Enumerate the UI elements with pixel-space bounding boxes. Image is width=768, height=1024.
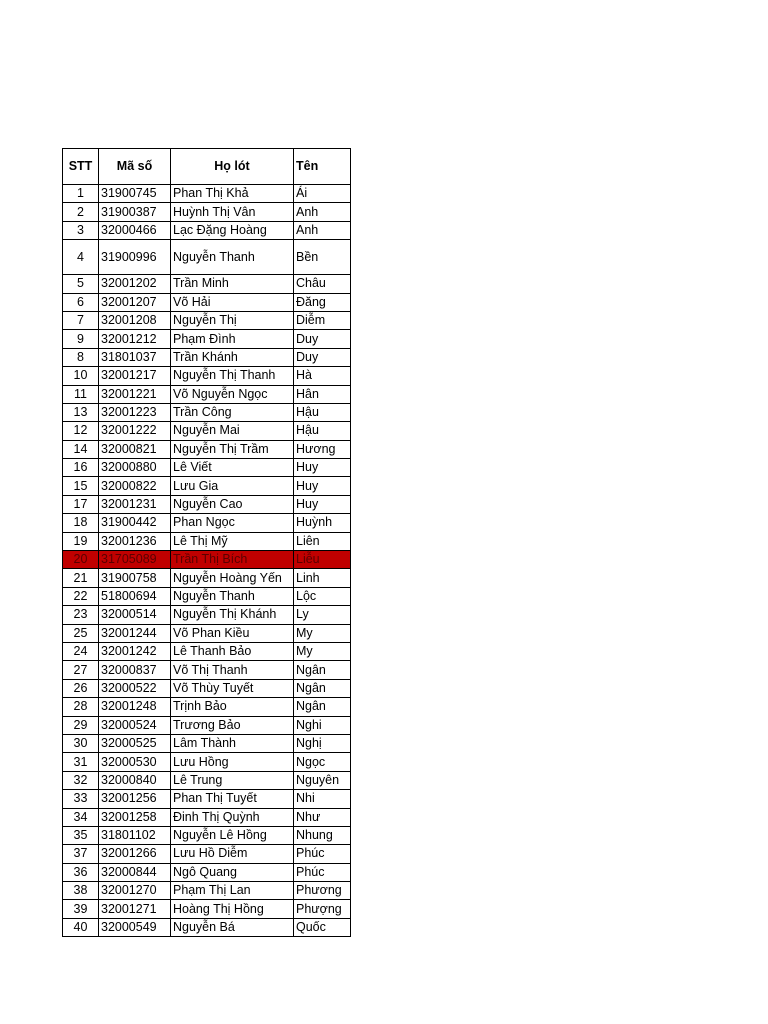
cell-stt: 17 bbox=[63, 495, 99, 513]
cell-ho-lot: Phạm Thị Lan bbox=[171, 882, 294, 900]
cell-ten: Nhi bbox=[294, 790, 351, 808]
cell-ten: Nguyên bbox=[294, 771, 351, 789]
cell-stt: 6 bbox=[63, 293, 99, 311]
cell-ho-lot: Lê Trung bbox=[171, 771, 294, 789]
cell-ho-lot: Lê Thanh Bảo bbox=[171, 642, 294, 660]
table-row bbox=[63, 845, 351, 863]
cell-stt: 25 bbox=[63, 624, 99, 642]
cell-ten: Diễm bbox=[294, 311, 351, 329]
table-row bbox=[63, 734, 351, 752]
cell-ten: Đăng bbox=[294, 293, 351, 311]
cell-stt: 7 bbox=[63, 311, 99, 329]
cell-ten: Phượng bbox=[294, 900, 351, 918]
table-row bbox=[63, 606, 351, 624]
table-row bbox=[63, 185, 351, 203]
cell-ma-so: 31801037 bbox=[99, 348, 171, 366]
cell-ten: Phúc bbox=[294, 863, 351, 881]
cell-ten: Lộc bbox=[294, 587, 351, 605]
cell-stt: 5 bbox=[63, 275, 99, 293]
table-row bbox=[63, 679, 351, 697]
cell-stt: 13 bbox=[63, 403, 99, 421]
cell-stt: 21 bbox=[63, 569, 99, 587]
cell-ma-so: 31900442 bbox=[99, 514, 171, 532]
table-row bbox=[63, 459, 351, 477]
table-row bbox=[63, 624, 351, 642]
cell-stt: 16 bbox=[63, 459, 99, 477]
cell-ma-so: 32000821 bbox=[99, 440, 171, 458]
table-row bbox=[63, 698, 351, 716]
cell-ten: Ngọc bbox=[294, 753, 351, 771]
cell-ten: Ái bbox=[294, 185, 351, 203]
cell-ten: Hậu bbox=[294, 422, 351, 440]
cell-ma-so: 32001223 bbox=[99, 403, 171, 421]
cell-stt: 39 bbox=[63, 900, 99, 918]
table-row bbox=[63, 551, 351, 569]
cell-ho-lot: Nguyễn Mai bbox=[171, 422, 294, 440]
table-row bbox=[63, 385, 351, 403]
cell-ho-lot: Trần Thị Bích bbox=[171, 551, 294, 569]
cell-stt: 24 bbox=[63, 642, 99, 660]
table-row bbox=[63, 440, 351, 458]
cell-ten: Anh bbox=[294, 203, 351, 221]
cell-ten: Bền bbox=[294, 240, 351, 275]
cell-stt: 8 bbox=[63, 348, 99, 366]
cell-stt: 40 bbox=[63, 918, 99, 936]
cell-stt: 34 bbox=[63, 808, 99, 826]
table-row bbox=[63, 587, 351, 605]
cell-ho-lot: Lê Viết bbox=[171, 459, 294, 477]
table-row bbox=[63, 367, 351, 385]
table-row bbox=[63, 808, 351, 826]
cell-ho-lot: Huỳnh Thị Vân bbox=[171, 203, 294, 221]
cell-ho-lot: Phan Thị Khả bbox=[171, 185, 294, 203]
cell-ma-so: 31801102 bbox=[99, 826, 171, 844]
cell-ho-lot: Nguyễn Thị bbox=[171, 311, 294, 329]
cell-ho-lot: Ngô Quang bbox=[171, 863, 294, 881]
cell-ho-lot: Trịnh Bảo bbox=[171, 698, 294, 716]
cell-stt: 27 bbox=[63, 661, 99, 679]
cell-ten: My bbox=[294, 642, 351, 660]
cell-ten: Anh bbox=[294, 221, 351, 239]
cell-ten: Huy bbox=[294, 459, 351, 477]
cell-ho-lot: Đinh Thị Quỳnh bbox=[171, 808, 294, 826]
cell-ma-so: 32000880 bbox=[99, 459, 171, 477]
cell-ma-so: 31900996 bbox=[99, 240, 171, 275]
cell-ho-lot: Hoàng Thị Hồng bbox=[171, 900, 294, 918]
cell-ho-lot: Nguyễn Thanh bbox=[171, 240, 294, 275]
cell-ma-so: 32001217 bbox=[99, 367, 171, 385]
cell-stt: 10 bbox=[63, 367, 99, 385]
cell-ten: Liễu bbox=[294, 551, 351, 569]
table-row bbox=[63, 642, 351, 660]
cell-ma-so: 32001248 bbox=[99, 698, 171, 716]
table-row bbox=[63, 790, 351, 808]
cell-ho-lot: Nguyễn Hoàng Yến bbox=[171, 569, 294, 587]
cell-ma-so: 31705089 bbox=[99, 551, 171, 569]
cell-stt: 14 bbox=[63, 440, 99, 458]
cell-ma-so: 31900745 bbox=[99, 185, 171, 203]
cell-ten: Huy bbox=[294, 477, 351, 495]
cell-ma-so: 32000837 bbox=[99, 661, 171, 679]
cell-stt: 37 bbox=[63, 845, 99, 863]
cell-ten: Nhung bbox=[294, 826, 351, 844]
cell-ma-so: 32000524 bbox=[99, 716, 171, 734]
cell-ten: Hậu bbox=[294, 403, 351, 421]
cell-ten: Quốc bbox=[294, 918, 351, 936]
cell-stt: 19 bbox=[63, 532, 99, 550]
cell-stt: 3 bbox=[63, 221, 99, 239]
cell-ma-so: 32000530 bbox=[99, 753, 171, 771]
cell-ho-lot: Võ Nguyễn Ngọc bbox=[171, 385, 294, 403]
cell-ten: Hân bbox=[294, 385, 351, 403]
cell-stt: 4 bbox=[63, 240, 99, 275]
cell-ho-lot: Nguyễn Thị Khánh bbox=[171, 606, 294, 624]
cell-ma-so: 32001256 bbox=[99, 790, 171, 808]
cell-ho-lot: Phan Ngọc bbox=[171, 514, 294, 532]
cell-ho-lot: Lưu Hồ Diễm bbox=[171, 845, 294, 863]
cell-ma-so: 32001258 bbox=[99, 808, 171, 826]
cell-ten: Linh bbox=[294, 569, 351, 587]
cell-ten: My bbox=[294, 624, 351, 642]
cell-ten: Nghi bbox=[294, 716, 351, 734]
table-row bbox=[63, 826, 351, 844]
cell-ho-lot: Lâm Thành bbox=[171, 734, 294, 752]
cell-ho-lot: Võ Thị Thanh bbox=[171, 661, 294, 679]
table-row bbox=[63, 311, 351, 329]
cell-ten: Hà bbox=[294, 367, 351, 385]
cell-stt: 31 bbox=[63, 753, 99, 771]
cell-ma-so: 32001202 bbox=[99, 275, 171, 293]
cell-ho-lot: Trương Bảo bbox=[171, 716, 294, 734]
table-row bbox=[63, 863, 351, 881]
cell-ten: Ngân bbox=[294, 679, 351, 697]
table-row bbox=[63, 569, 351, 587]
header-stt: STT bbox=[63, 149, 99, 185]
table-row bbox=[63, 918, 351, 936]
cell-stt: 38 bbox=[63, 882, 99, 900]
cell-ho-lot: Lê Thị Mỹ bbox=[171, 532, 294, 550]
cell-ho-lot: Nguyễn Bá bbox=[171, 918, 294, 936]
cell-stt: 35 bbox=[63, 826, 99, 844]
cell-ten: Như bbox=[294, 808, 351, 826]
cell-ma-so: 32001222 bbox=[99, 422, 171, 440]
cell-ho-lot: Trần Khánh bbox=[171, 348, 294, 366]
cell-ten: Ngân bbox=[294, 698, 351, 716]
cell-stt: 33 bbox=[63, 790, 99, 808]
cell-ho-lot: Nguyễn Thị Thanh bbox=[171, 367, 294, 385]
table-body bbox=[63, 185, 351, 937]
table-row bbox=[63, 882, 351, 900]
cell-stt: 32 bbox=[63, 771, 99, 789]
cell-stt: 20 bbox=[63, 551, 99, 569]
table-row bbox=[63, 495, 351, 513]
cell-ten: Huy bbox=[294, 495, 351, 513]
cell-ho-lot: Lạc Đặng Hoàng bbox=[171, 221, 294, 239]
cell-ho-lot: Nguyễn Lê Hồng bbox=[171, 826, 294, 844]
cell-stt: 9 bbox=[63, 330, 99, 348]
cell-ten: Nghị bbox=[294, 734, 351, 752]
table-row bbox=[63, 661, 351, 679]
cell-ma-so: 32001270 bbox=[99, 882, 171, 900]
cell-ho-lot: Lưu Hồng bbox=[171, 753, 294, 771]
cell-ma-so: 32000822 bbox=[99, 477, 171, 495]
cell-stt: 15 bbox=[63, 477, 99, 495]
table-row bbox=[63, 203, 351, 221]
cell-ma-so: 31900758 bbox=[99, 569, 171, 587]
cell-ma-so: 32001221 bbox=[99, 385, 171, 403]
cell-ma-so: 32001244 bbox=[99, 624, 171, 642]
cell-ma-so: 32000525 bbox=[99, 734, 171, 752]
cell-ten: Ly bbox=[294, 606, 351, 624]
cell-ten: Phương bbox=[294, 882, 351, 900]
table-row bbox=[63, 532, 351, 550]
cell-ho-lot: Võ Thùy Tuyết bbox=[171, 679, 294, 697]
header-ten: Tên bbox=[294, 149, 351, 185]
cell-ten: Liên bbox=[294, 532, 351, 550]
cell-ma-so: 32000840 bbox=[99, 771, 171, 789]
cell-ma-so: 32001266 bbox=[99, 845, 171, 863]
cell-ho-lot: Nguyễn Thị Trầm bbox=[171, 440, 294, 458]
table-row bbox=[63, 275, 351, 293]
student-list-table bbox=[62, 148, 351, 937]
cell-stt: 22 bbox=[63, 587, 99, 605]
cell-ho-lot: Trần Công bbox=[171, 403, 294, 421]
cell-ma-so: 32000522 bbox=[99, 679, 171, 697]
cell-stt: 30 bbox=[63, 734, 99, 752]
cell-ho-lot: Nguyễn Cao bbox=[171, 495, 294, 513]
cell-stt: 36 bbox=[63, 863, 99, 881]
cell-ten: Phúc bbox=[294, 845, 351, 863]
cell-ten: Duy bbox=[294, 330, 351, 348]
cell-ten: Huỳnh bbox=[294, 514, 351, 532]
table-row bbox=[63, 716, 351, 734]
cell-stt: 26 bbox=[63, 679, 99, 697]
cell-stt: 11 bbox=[63, 385, 99, 403]
cell-ma-so: 32001236 bbox=[99, 532, 171, 550]
header-ho-lot: Họ lót bbox=[171, 149, 294, 185]
cell-stt: 1 bbox=[63, 185, 99, 203]
cell-stt: 18 bbox=[63, 514, 99, 532]
cell-stt: 29 bbox=[63, 716, 99, 734]
cell-ma-so: 32001231 bbox=[99, 495, 171, 513]
table-row bbox=[63, 403, 351, 421]
cell-ma-so: 32001208 bbox=[99, 311, 171, 329]
cell-stt: 12 bbox=[63, 422, 99, 440]
table-row bbox=[63, 240, 351, 275]
header-ma-so: Mã số bbox=[99, 149, 171, 185]
cell-ho-lot: Trần Minh bbox=[171, 275, 294, 293]
cell-ma-so: 51800694 bbox=[99, 587, 171, 605]
cell-ma-so: 32000466 bbox=[99, 221, 171, 239]
table-row bbox=[63, 293, 351, 311]
header-row bbox=[63, 149, 351, 185]
cell-ma-so: 32001207 bbox=[99, 293, 171, 311]
table-row bbox=[63, 477, 351, 495]
cell-ho-lot: Nguyễn Thanh bbox=[171, 587, 294, 605]
cell-ho-lot: Phạm Đình bbox=[171, 330, 294, 348]
cell-ma-so: 32000844 bbox=[99, 863, 171, 881]
cell-stt: 23 bbox=[63, 606, 99, 624]
cell-stt: 2 bbox=[63, 203, 99, 221]
cell-ma-so: 32001242 bbox=[99, 642, 171, 660]
cell-stt: 28 bbox=[63, 698, 99, 716]
cell-ma-so: 32001271 bbox=[99, 900, 171, 918]
table-row bbox=[63, 900, 351, 918]
table-row bbox=[63, 771, 351, 789]
cell-ho-lot: Võ Hải bbox=[171, 293, 294, 311]
cell-ho-lot: Phan Thị Tuyết bbox=[171, 790, 294, 808]
cell-ma-so: 31900387 bbox=[99, 203, 171, 221]
cell-ma-so: 32000514 bbox=[99, 606, 171, 624]
cell-ten: Ngân bbox=[294, 661, 351, 679]
table-row bbox=[63, 753, 351, 771]
table-row bbox=[63, 221, 351, 239]
table-row bbox=[63, 330, 351, 348]
cell-ten: Châu bbox=[294, 275, 351, 293]
cell-ten: Duy bbox=[294, 348, 351, 366]
table-row bbox=[63, 348, 351, 366]
cell-ma-so: 32000549 bbox=[99, 918, 171, 936]
cell-ho-lot: Lưu Gia bbox=[171, 477, 294, 495]
cell-ho-lot: Võ Phan Kiều bbox=[171, 624, 294, 642]
cell-ten: Hương bbox=[294, 440, 351, 458]
table-row bbox=[63, 514, 351, 532]
cell-ma-so: 32001212 bbox=[99, 330, 171, 348]
table-row bbox=[63, 422, 351, 440]
